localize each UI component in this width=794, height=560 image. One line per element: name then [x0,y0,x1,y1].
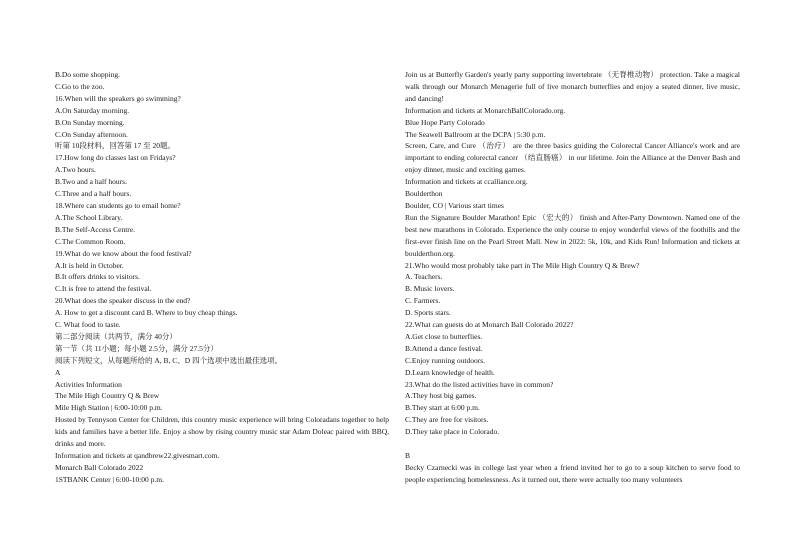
left-column-text-18: C.It is free to attend the festival. [55,284,152,294]
left-column-text-7: 17.How long do classes last on Fridays? [55,153,176,163]
right-column-text-4: Screen, Care, and Cure （治疗） are the three basics guiding the Colorectal Cancer Alliance's work and are important to ending colorectal cancer （结直肠癌） in our lifetime. Join the Alliance at the Denver Bash and enjoy dinner, music and exciting games. [405,141,740,175]
left-column-text-9: B.Two and a half hours. [55,177,127,187]
left-column-text-20: A. How to get a discount card B. Where to buy cheap things. [55,308,238,318]
right-column-text-25: B [405,450,411,460]
right-column-text-16: B.Attend a dance festival. [405,343,483,353]
left-column-text-28: Mile High Station | 6:00-10:00 p.m. [55,403,163,413]
left-column-text-4: B.On Sunday morning. [55,117,125,127]
left-column-text-3: A.On Saturday morning. [55,105,130,115]
right-column-text-8: Run the Signature Boulder Marathon! Epic （宏大的） finish and After-Party Downtown. Named one of the best new marathons in Colorado. Experience the only course to enjoy wonderful views of the foothills and the first-ever finish line on the Pearl Street Mall. New in 2022: 5k, 10k, and Kids Run! Information and tickets at boulderthon.org. [405,212,740,258]
right-column-text-23: D.They take place in Colorado. [405,427,500,437]
right-column-text-9: 21.Who would most probably take part in The Mile High Country Q & Brew? [405,260,640,270]
right-column-text-0: Join us at Butterfly Garden's yearly party supporting invertebrate （无脊椎动物） protection. Take a magical walk through our Monarch Menagerie full of live monarch butterflies and enjoy a seated dinner, live music, and dancing! [405,70,740,103]
left-column-text-1: C.Go to the zoo. [55,81,105,91]
left-column-text-12: A.The School Library. [55,212,123,222]
right-column-text-12: C. Farmers. [405,296,441,306]
left-column-text-19: 20.What does the speaker discuss in the end? [55,296,191,306]
left-column-text-29: Hosted by Tennyson Center for Children, this country music experience will bring Coloradans together to help kids and families have a better life. Enjoy a show by rising country music star Adam Doleac paired with BBQ, drinks and more. [55,415,389,449]
right-column-text-14: 22.What can guests do at Monarch Ball Colorado 2022? [405,320,574,330]
right-column-text-21: B.They start at 6:00 p.m. [405,403,480,413]
left-column-text-30: Information and tickets at qandbrew22.givesmart.com. [55,451,220,460]
left-column-text-8: A.Two hours. [55,165,96,175]
right-column-text-17: C.Enjoy running outdoors. [405,355,485,365]
left-column-text-0: B.Do some shopping. [55,70,121,79]
right-column-text-13: D. Sports stars. [405,308,451,318]
left-column-text-27: The Mile High Country Q & Brew [55,391,160,401]
right-column-text-22: C.They are free for visitors. [405,415,489,425]
left-column-text-14: C.The Common Room. [55,236,126,246]
blank-line [405,438,740,450]
right-column-text-7: Boulder, CO | Various start times [405,200,504,210]
right-column-text-18: D.Learn knowledge of health. [405,367,495,377]
right-column-text-2: Blue Hope Party Colorado [405,117,485,127]
right-column-text-10: A. Teachers. [405,272,443,282]
right-column-text-20: A.They host big games. [405,391,477,401]
right-column-text-26: Becky Czarnecki was in college last year when a friend invited her to go to a soup kitchen to serve food to people experiencing homelessness. As it turned out, there were actually too many volunteers [405,462,740,484]
left-column-text-10: C.Three and a half hours. [55,189,132,199]
left-column-text-24: 阅读下列短文，从每题所给的 A, B, C、D 四个选项中选出最佳选项。 [55,355,283,365]
left-column-text-11: 18.Where can students go to email home? [55,200,181,210]
left-column-text-16: A.It is held in October. [55,260,124,270]
left-column-text-5: C.On Sunday afternoon. [55,129,128,139]
right-column-text-3: The Seawell Ballroom at the DCPA | 5:30 p.m. [405,129,546,139]
right-column-text-1: Information and tickets at MonarchBallColorado.org. [405,105,566,115]
left-column-text-13: B.The Self-Access Centre. [55,224,135,234]
left-column-text-31: Monarch Ball Colorado 2022 [55,462,144,472]
left-column-text-22: 第二部分阅读（共两节，满分 40分） [55,331,177,341]
left-column-text-2: 16.When will the speakers go swimming? [55,93,181,103]
left-column-text-26: Activities Information [55,379,122,389]
left-column-text-32: 1STBANK Center | 6:00-10:00 p.m. [55,474,164,484]
right-column-text-19: 23.What do the listed activities have in common? [405,379,554,389]
left-column-text-6: 听第 10段材料，回答第 17 至 20题。 [55,141,175,151]
left-column-text-25: A [55,367,61,377]
left-column-text-15: 19.What do we know about the food festival? [55,248,192,258]
left-column-text-23: 第一节（共 11小题；每小题 2.5分，满分 27.5分） [55,343,218,353]
left-column-text-17: B.It offers drinks to visitors. [55,272,140,282]
right-column-text-6: Boulderthon [405,189,443,199]
right-column [405,69,740,486]
right-column-text-15: A.Get close to butterflies. [405,331,483,341]
left-column [55,69,389,486]
left-column-text-21: C. What food to taste. [55,320,121,330]
right-column-text-5: Information and tickets at ccalliance.org. [405,177,528,187]
right-column-text-11: B. Music lovers. [405,284,455,294]
